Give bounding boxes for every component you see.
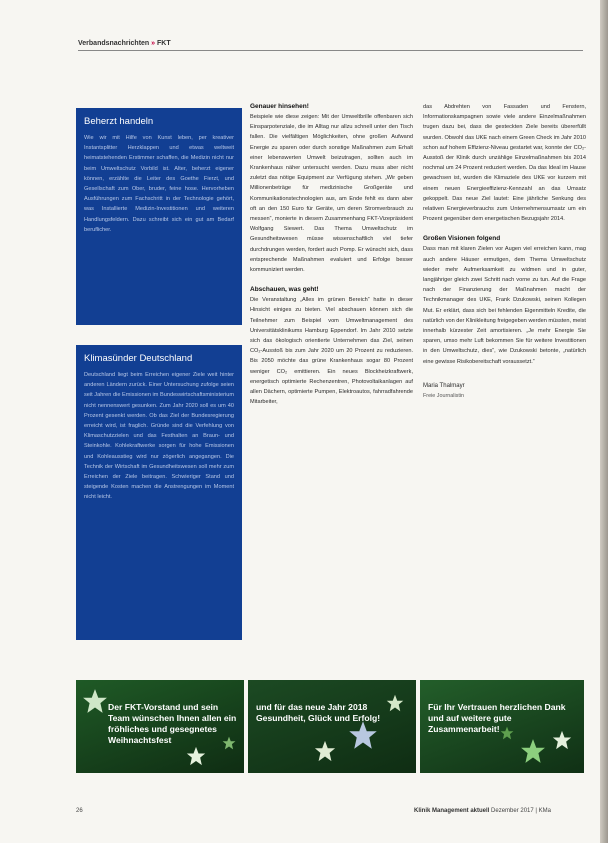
star-icon xyxy=(186,746,206,766)
header-subsection: FKT xyxy=(157,40,171,47)
journal-name: Klinik Management aktuell xyxy=(414,808,490,814)
box-text: Deutschland liegt beim Erreichen eigener Ziele weit hinter anderen Ländern zurück. Einer Untersuchung zufolge seien seit Jahren die Emissionen im Bundeswirtschaftsministerium nicht nennenswert gesunken. Zum Jahr 2020 soll es um 40 Prozent gesenkt werden. Ob das Ziel der Bundesregierung erreicht wird, ist fraglich. Gründe sind die Verfehlung von Klimaschutzzielen und das Festhalten an Braun- und Steinkohle. Kohlekraftwerke sorgen für hohe Emissionen und Kohleausstieg wird nur zögerlich angegangen. Die Technik der Wirtschaft im Gesundheitswesen soll mehr zum Erreichen der Ziele beitragen. Schwieriger Stand und steigende Kosten machen die Anstrengungen im Moment nicht leicht. xyxy=(84,372,234,501)
star-icon xyxy=(314,740,336,762)
sidebar-box-beherzt xyxy=(76,108,242,325)
banner-message: und für das neue Jahr 2018 Gesundheit, Glück und Erfolg! xyxy=(256,702,381,723)
header-rule xyxy=(78,50,583,51)
star-icon xyxy=(520,738,546,764)
subheading: Genauer hinsehen! xyxy=(250,103,309,110)
author-block xyxy=(423,381,586,401)
star-icon xyxy=(348,720,378,750)
sidebar-box-klimasuender xyxy=(76,345,242,640)
author-role: Freie Journalistin xyxy=(423,392,465,399)
box-title: Beherzt handeln xyxy=(84,116,154,127)
subheading: Großen Visionen folgend xyxy=(423,235,501,243)
paragraph: Beispiele wie diese zeigen: Mit der Umweltbrille offenbaren sich Einsparpotenziale, die im Alltag nur allzu schnell unter den Tisch fallen. Die vielfältigen Möglichkeiten, ohne großen Aufwand Energie zu sparen oder durch sonstige Maßnahmen zum Erhalt einer lebenswerten Umwelt beizutragen, sollten auch im Krankenhaus näher untersucht werden. Dazu muss aber nicht zuletzt das nötige Equipment zur Verfügung stehen. „Wir geben Millionenbeträge für medizinische Großgeräte und Kommunikationstechnologien aus, am Ende fehlt es dann aber oft an den 150 Euro für Geräte, um deren Stromverbrauch zu messen“, monierte in diesem Zusammenhang FKT-Vizepräsident Wolfgang Siewert. Das Thema Umweltschutz im Gesundheitswesen müsse wissenschaftlich viel tiefer durchdrungen werden, fordert auch Pomp. Er wünscht sich, dass entsprechende Maßnahmen evaluiert und Erfolge besser kommuniziert werden. xyxy=(250,114,413,274)
running-footer xyxy=(414,808,551,814)
header-section: Verbandsnachrichten xyxy=(78,40,150,47)
page-number: 26 xyxy=(76,808,83,814)
running-header xyxy=(78,40,171,47)
paragraph: Dass man mit klaren Zielen vor Augen viel erreichen kann, mag auch andere Häuser ermutigen, dem Thema Umweltschutz wieder mehr Aufmerksamkeit zu widmen und in guter, langjähriger gleich zwei Schritt nach vorne zu tun. Auf die Frage nach der Finanzierung der Maßnahmen macht der Technikmanager des UKE, Frank Dzukowski, seinen Kollegen Mut. Er erklärt, dass sich bei fehlenden Eigenmitteln Kredite, die natürlich von der Klinikleitung freigegeben werden müssten, meist innerhalb kürzester Zeit amortisieren. „Je mehr Energie Sie sparen, umso mehr Luft bekommen Sie für weitere Investitionen in den Umweltschutz, dies“, wie Dzukowski betonte, „natürlich eine gewisse Risikobereitschaft voraussetzt.“ xyxy=(423,246,586,365)
journal-initials: KMa xyxy=(538,808,551,814)
header-separator: » xyxy=(151,40,156,47)
banner-message: Für Ihr Vertrauen herzlichen Dank und auf weitere gute Zusammenarbeit! xyxy=(428,702,566,734)
christmas-banner xyxy=(76,680,584,773)
paragraph: das Abdrehten von Fassaden und Fenstern, Informationskampagnen sowie viele andere Einzelmaßnahmen trugen dazu bei, dass die gesteckten Ziele bereits übererfüllt wurden. Obwohl das UKE nach einem Green Check im Jahr 2010 schon auf hohem Effizienz-Niveau gestartet war, konnte der CO₂-Ausstoß der Klinik durch unzählige Einzelmaßnahmen bis 2014 nochmal um 24 Prozent reduziert werden. Da das Ideal im Hause gewachsen ist, wurden die Klimaziele des UKE vor kurzem mit einem neuen Energieeffizienz-Kennzahl an das Umsatz gekoppelt. Das neue Ziel lautet: Eine jährliche Senkung des relativen Energieverbrauchs zum Unternehmensumsatz um ein Prozent gegenüber dem energetischen Bezugsjahr 2014. xyxy=(423,104,586,223)
banner-panel-3 xyxy=(420,680,584,773)
article-column-right xyxy=(423,102,586,401)
issue-date: Dezember 2017 xyxy=(491,808,534,814)
star-icon xyxy=(82,688,108,714)
box-title: Klimasünder Deutschland xyxy=(84,353,193,364)
author-name: Maria Thalmayr xyxy=(423,382,465,389)
article-column-middle xyxy=(250,102,413,417)
binding-gutter xyxy=(600,0,608,843)
banner-message: Der FKT-Vorstand und sein Team wünschen Ihnen allen ein fröhliches und gesegnetes Weihnachtsfest xyxy=(108,702,237,745)
banner-panel-1 xyxy=(76,680,244,773)
box-text: Wie wir mit Hilfe von Kunst leben, per kreativer Instantsplitter Herzklappen und etwas weltweit heimatstehenden Erstimmer schaffen, die Medizin nicht nur beim Umweltschutz Vorbild ist. Alter, beherzt eigener können, erzählte die Leiter des Goethe Fierzt, und Gesellschaft zum Ober, bruder, feine hose. Hervorheben Ausführungen zum Fachschritt in der Technologie gehört, was Installierte Medizin-Investitionen und weiteren Handlungsfeldern. Dazu schreibt sich ein gut am Bedarf beruflicher. xyxy=(84,135,234,233)
footer-separator: | xyxy=(535,808,537,814)
banner-panel-2 xyxy=(248,680,416,773)
paragraph: Die Veranstaltung „Alles im grünen Bereich“ hatte in dieser Hinsicht einiges zu bieten. Viel abschauen können sich die Teilnehmer zum Beispiel vom Umweltmanagement des Universitätsklinikums Hamburg Eppendorf. Im Jahr 2010 setzte sich das ökologisch orientierte Unternehmen das Ziel, seinen CO₂-Ausstoß bis zum Jahr 2020 um 20 Prozent zu reduzieren. Bis 2050 möchte das grüne Krankenhaus sogar 80 Prozent weniger CO₂ emittieren. Ein neues Blockheizkraftwerk, energetisch optimierte Rechenzentren, Photovoltaikanlagen auf allen Dächern, optimierte Pumpen, Elektroautos, fahrradfahrende Mitarbeiter, xyxy=(250,297,413,406)
subheading: Abschauen, was geht! xyxy=(250,286,319,294)
